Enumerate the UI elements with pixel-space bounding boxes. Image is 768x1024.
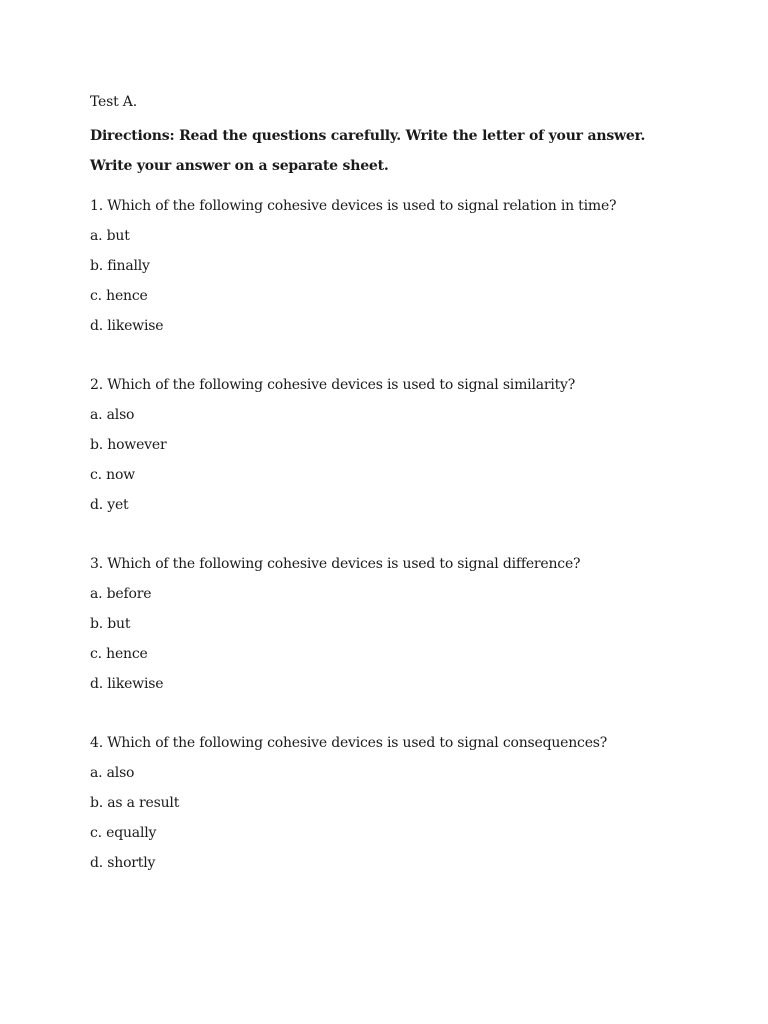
answer-option-b: b. but <box>90 616 131 632</box>
answer-option-c: c. now <box>90 467 135 483</box>
answer-option-a: a. also <box>90 765 135 781</box>
question-text: 4. Which of the following cohesive devices is used to signal consequences? <box>90 735 608 751</box>
answer-option-a: a. also <box>90 407 135 423</box>
question-1 <box>90 195 690 345</box>
answer-option-c: c. equally <box>90 825 157 841</box>
answer-option-c: c. hence <box>90 288 148 304</box>
answer-option-d: d. likewise <box>90 318 164 334</box>
answer-options <box>90 762 690 882</box>
test-title: Test A. <box>90 94 137 110</box>
answer-options <box>90 225 690 345</box>
document-page <box>90 91 690 911</box>
answer-option-a: a. before <box>90 586 152 602</box>
answer-option-d: d. likewise <box>90 676 164 692</box>
question-4 <box>90 732 690 882</box>
question-2 <box>90 374 690 524</box>
answer-options <box>90 404 690 524</box>
answer-option-b: b. however <box>90 437 167 453</box>
question-text: 2. Which of the following cohesive devices is used to signal similarity? <box>90 377 576 393</box>
answer-option-d: d. yet <box>90 497 129 513</box>
test-directions: Directions: Read the questions carefully. Write the letter of your answer. Write your answer on a separate sheet. <box>90 128 646 174</box>
answer-option-d: d. shortly <box>90 855 156 871</box>
question-text: 3. Which of the following cohesive devices is used to signal difference? <box>90 556 581 572</box>
answer-option-c: c. hence <box>90 646 148 662</box>
question-3 <box>90 553 690 703</box>
question-text: 1. Which of the following cohesive devices is used to signal relation in time? <box>90 198 617 214</box>
answer-option-b: b. finally <box>90 258 150 274</box>
answer-options <box>90 583 690 703</box>
answer-option-b: b. as a result <box>90 795 180 811</box>
answer-option-a: a. but <box>90 228 130 244</box>
question-list <box>90 195 690 882</box>
